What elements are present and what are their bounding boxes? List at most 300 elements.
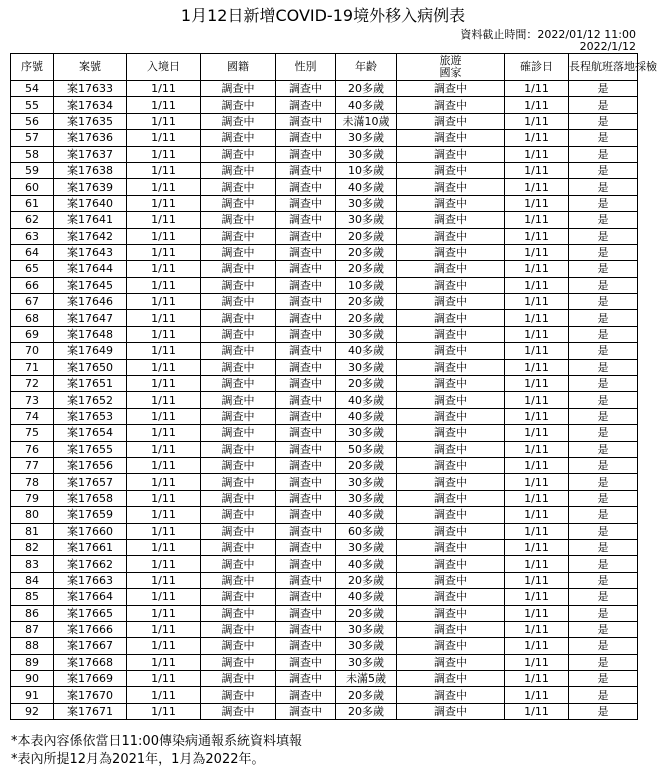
- table-row: [11, 146, 638, 162]
- cell-sex: 調查中: [276, 162, 336, 178]
- cell-entry-date: 1/11: [127, 359, 201, 375]
- cell-age: 未滿10歲: [336, 113, 397, 129]
- cell-sex: 調查中: [276, 228, 336, 244]
- cell-seq: 77: [11, 457, 54, 473]
- cell-nationality: 調查中: [201, 244, 276, 260]
- cell-nationality: 調查中: [201, 294, 276, 310]
- cell-nationality: 調查中: [201, 621, 276, 637]
- cell-sex: 調查中: [276, 261, 336, 277]
- cell-age: 30多歲: [336, 654, 397, 670]
- cell-entry-date: 1/11: [127, 343, 201, 359]
- cell-nationality: 調查中: [201, 638, 276, 654]
- cell-travel-country: 調查中: [397, 294, 505, 310]
- cell-entry-date: 1/11: [127, 425, 201, 441]
- cell-age: 40多歲: [336, 556, 397, 572]
- cell-sex: 調查中: [276, 605, 336, 621]
- cell-case-id: 案17666: [54, 621, 127, 637]
- table-row: [11, 703, 638, 719]
- cell-airport-test: 是: [569, 212, 638, 228]
- col-header-entry-date: 入境日: [127, 54, 201, 81]
- cell-airport-test: 是: [569, 261, 638, 277]
- cell-travel-country: 調查中: [397, 310, 505, 326]
- table-row: [11, 408, 638, 424]
- cell-age: 30多歲: [336, 490, 397, 506]
- cell-seq: 76: [11, 441, 54, 457]
- table-row: [11, 343, 638, 359]
- table-row: [11, 621, 638, 637]
- cell-diagnosis-date: 1/11: [505, 556, 569, 572]
- cell-seq: 57: [11, 130, 54, 146]
- cell-entry-date: 1/11: [127, 376, 201, 392]
- table-row: [11, 359, 638, 375]
- cell-nationality: 調查中: [201, 261, 276, 277]
- cell-diagnosis-date: 1/11: [505, 671, 569, 687]
- cell-airport-test: 是: [569, 294, 638, 310]
- cell-sex: 調查中: [276, 507, 336, 523]
- cell-seq: 55: [11, 97, 54, 113]
- table-row: [11, 425, 638, 441]
- data-cutoff-time: 資料截止時間：2022/01/12 11:00: [460, 28, 636, 41]
- cell-nationality: 調查中: [201, 572, 276, 588]
- cell-airport-test: 是: [569, 392, 638, 408]
- cell-entry-date: 1/11: [127, 654, 201, 670]
- cell-travel-country: 調查中: [397, 589, 505, 605]
- cell-age: 40多歲: [336, 408, 397, 424]
- cell-travel-country: 調查中: [397, 408, 505, 424]
- cell-case-id: 案17661: [54, 539, 127, 555]
- cell-entry-date: 1/11: [127, 261, 201, 277]
- cell-airport-test: 是: [569, 81, 638, 97]
- cell-diagnosis-date: 1/11: [505, 408, 569, 424]
- cell-age: 30多歲: [336, 130, 397, 146]
- cell-diagnosis-date: 1/11: [505, 244, 569, 260]
- cell-diagnosis-date: 1/11: [505, 523, 569, 539]
- cell-seq: 59: [11, 162, 54, 178]
- cell-travel-country: 調查中: [397, 130, 505, 146]
- cell-travel-country: 調查中: [397, 195, 505, 211]
- table-row: [11, 490, 638, 506]
- cell-airport-test: 是: [569, 523, 638, 539]
- cell-case-id: 案17633: [54, 81, 127, 97]
- cell-case-id: 案17647: [54, 310, 127, 326]
- cell-age: 40多歲: [336, 589, 397, 605]
- cell-nationality: 調查中: [201, 523, 276, 539]
- cell-seq: 80: [11, 507, 54, 523]
- cell-seq: 78: [11, 474, 54, 490]
- cell-diagnosis-date: 1/11: [505, 457, 569, 473]
- cell-travel-country: 調查中: [397, 97, 505, 113]
- cell-case-id: 案17665: [54, 605, 127, 621]
- cell-airport-test: 是: [569, 687, 638, 703]
- table-row: [11, 113, 638, 129]
- col-header-travel-country: 旅遊 國家: [397, 54, 505, 81]
- cell-sex: 調查中: [276, 556, 336, 572]
- cell-case-id: 案17641: [54, 212, 127, 228]
- cell-nationality: 調查中: [201, 212, 276, 228]
- cell-travel-country: 調查中: [397, 261, 505, 277]
- cell-airport-test: 是: [569, 474, 638, 490]
- cell-case-id: 案17638: [54, 162, 127, 178]
- cell-diagnosis-date: 1/11: [505, 359, 569, 375]
- cell-entry-date: 1/11: [127, 310, 201, 326]
- cell-age: 30多歲: [336, 621, 397, 637]
- table-row: [11, 654, 638, 670]
- cell-entry-date: 1/11: [127, 621, 201, 637]
- cell-sex: 調查中: [276, 490, 336, 506]
- cell-case-id: 案17636: [54, 130, 127, 146]
- cell-entry-date: 1/11: [127, 638, 201, 654]
- cell-travel-country: 調查中: [397, 244, 505, 260]
- table-row: [11, 162, 638, 178]
- cell-age: 10多歲: [336, 277, 397, 293]
- cell-entry-date: 1/11: [127, 556, 201, 572]
- table-header-row: [11, 54, 638, 81]
- cell-travel-country: 調查中: [397, 687, 505, 703]
- table-row: [11, 195, 638, 211]
- cell-case-id: 案17642: [54, 228, 127, 244]
- cell-seq: 69: [11, 326, 54, 342]
- cell-case-id: 案17650: [54, 359, 127, 375]
- cell-age: 40多歲: [336, 392, 397, 408]
- table-row: [11, 441, 638, 457]
- cell-entry-date: 1/11: [127, 507, 201, 523]
- cell-sex: 調查中: [276, 687, 336, 703]
- cell-nationality: 調查中: [201, 195, 276, 211]
- cell-sex: 調查中: [276, 310, 336, 326]
- cell-sex: 調查中: [276, 343, 336, 359]
- cell-nationality: 調查中: [201, 130, 276, 146]
- cell-travel-country: 調查中: [397, 277, 505, 293]
- cell-sex: 調查中: [276, 146, 336, 162]
- cell-diagnosis-date: 1/11: [505, 212, 569, 228]
- cell-entry-date: 1/11: [127, 162, 201, 178]
- cell-case-id: 案17663: [54, 572, 127, 588]
- cell-travel-country: 調查中: [397, 228, 505, 244]
- cell-diagnosis-date: 1/11: [505, 228, 569, 244]
- col-header-case-id: 案號: [54, 54, 127, 81]
- cell-travel-country: 調查中: [397, 326, 505, 342]
- cell-travel-country: 調查中: [397, 376, 505, 392]
- cell-airport-test: 是: [569, 162, 638, 178]
- cell-entry-date: 1/11: [127, 687, 201, 703]
- table-row: [11, 605, 638, 621]
- col-header-airport-test: 長程航班落地採檢: [569, 54, 638, 81]
- cell-entry-date: 1/11: [127, 671, 201, 687]
- cell-diagnosis-date: 1/11: [505, 539, 569, 555]
- cell-airport-test: 是: [569, 195, 638, 211]
- cell-sex: 調查中: [276, 81, 336, 97]
- cell-seq: 65: [11, 261, 54, 277]
- cell-nationality: 調查中: [201, 376, 276, 392]
- cell-airport-test: 是: [569, 359, 638, 375]
- cell-entry-date: 1/11: [127, 81, 201, 97]
- cell-age: 30多歲: [336, 425, 397, 441]
- cell-case-id: 案17649: [54, 343, 127, 359]
- cell-airport-test: 是: [569, 703, 638, 719]
- cell-airport-test: 是: [569, 589, 638, 605]
- cell-seq: 70: [11, 343, 54, 359]
- cell-entry-date: 1/11: [127, 539, 201, 555]
- cell-nationality: 調查中: [201, 457, 276, 473]
- cell-airport-test: 是: [569, 605, 638, 621]
- cell-travel-country: 調查中: [397, 113, 505, 129]
- cell-airport-test: 是: [569, 277, 638, 293]
- cell-nationality: 調查中: [201, 228, 276, 244]
- cell-age: 20多歲: [336, 81, 397, 97]
- cell-age: 30多歲: [336, 195, 397, 211]
- cell-diagnosis-date: 1/11: [505, 507, 569, 523]
- cell-age: 40多歲: [336, 179, 397, 195]
- cell-case-id: 案17644: [54, 261, 127, 277]
- cell-diagnosis-date: 1/11: [505, 97, 569, 113]
- cell-diagnosis-date: 1/11: [505, 703, 569, 719]
- cell-airport-test: 是: [569, 113, 638, 129]
- cell-case-id: 案17667: [54, 638, 127, 654]
- cell-nationality: 調查中: [201, 507, 276, 523]
- table-row: [11, 97, 638, 113]
- cell-diagnosis-date: 1/11: [505, 425, 569, 441]
- cell-sex: 調查中: [276, 294, 336, 310]
- cell-case-id: 案17648: [54, 326, 127, 342]
- cell-nationality: 調查中: [201, 392, 276, 408]
- cell-entry-date: 1/11: [127, 441, 201, 457]
- cell-entry-date: 1/11: [127, 490, 201, 506]
- cell-age: 20多歲: [336, 244, 397, 260]
- cell-diagnosis-date: 1/11: [505, 162, 569, 178]
- cell-travel-country: 調查中: [397, 523, 505, 539]
- cell-sex: 調查中: [276, 474, 336, 490]
- table-row: [11, 376, 638, 392]
- cell-sex: 調查中: [276, 195, 336, 211]
- cell-travel-country: 調查中: [397, 212, 505, 228]
- cell-airport-test: 是: [569, 572, 638, 588]
- cell-age: 20多歲: [336, 572, 397, 588]
- col-header-diagnosis-date: 確診日: [505, 54, 569, 81]
- cell-nationality: 調查中: [201, 162, 276, 178]
- cell-age: 30多歲: [336, 474, 397, 490]
- cell-sex: 調查中: [276, 523, 336, 539]
- cell-seq: 82: [11, 539, 54, 555]
- cell-nationality: 調查中: [201, 359, 276, 375]
- cell-nationality: 調查中: [201, 146, 276, 162]
- cell-airport-test: 是: [569, 638, 638, 654]
- cell-travel-country: 調查中: [397, 703, 505, 719]
- cell-sex: 調查中: [276, 572, 336, 588]
- cell-seq: 88: [11, 638, 54, 654]
- cell-entry-date: 1/11: [127, 703, 201, 719]
- footnote: *本表內容係依當日11:00傳染病通報系統資料填報: [11, 734, 302, 749]
- cell-sex: 調查中: [276, 277, 336, 293]
- cell-travel-country: 調查中: [397, 81, 505, 97]
- cell-airport-test: 是: [569, 310, 638, 326]
- cell-nationality: 調查中: [201, 556, 276, 572]
- cell-seq: 60: [11, 179, 54, 195]
- footnotes: [11, 733, 302, 769]
- cell-airport-test: 是: [569, 457, 638, 473]
- cell-diagnosis-date: 1/11: [505, 572, 569, 588]
- cell-age: 30多歲: [336, 212, 397, 228]
- cell-seq: 72: [11, 376, 54, 392]
- cell-seq: 67: [11, 294, 54, 310]
- cell-seq: 58: [11, 146, 54, 162]
- cell-travel-country: 調查中: [397, 474, 505, 490]
- cell-nationality: 調查中: [201, 441, 276, 457]
- cell-travel-country: 調查中: [397, 457, 505, 473]
- cell-diagnosis-date: 1/11: [505, 376, 569, 392]
- cell-sex: 調查中: [276, 457, 336, 473]
- table-row: [11, 326, 638, 342]
- cell-diagnosis-date: 1/11: [505, 654, 569, 670]
- cell-airport-test: 是: [569, 507, 638, 523]
- cell-sex: 調查中: [276, 392, 336, 408]
- cell-nationality: 調查中: [201, 310, 276, 326]
- cell-travel-country: 調查中: [397, 507, 505, 523]
- cell-nationality: 調查中: [201, 687, 276, 703]
- cell-seq: 56: [11, 113, 54, 129]
- cell-diagnosis-date: 1/11: [505, 310, 569, 326]
- cell-sex: 調查中: [276, 359, 336, 375]
- cell-travel-country: 調查中: [397, 343, 505, 359]
- cell-case-id: 案17651: [54, 376, 127, 392]
- footnote: *表內所提12月為2021年，1月為2022年。: [11, 752, 265, 767]
- cell-diagnosis-date: 1/11: [505, 392, 569, 408]
- cell-entry-date: 1/11: [127, 605, 201, 621]
- cell-age: 20多歲: [336, 228, 397, 244]
- cell-seq: 83: [11, 556, 54, 572]
- cell-nationality: 調查中: [201, 97, 276, 113]
- cell-nationality: 調查中: [201, 539, 276, 555]
- cell-sex: 調查中: [276, 589, 336, 605]
- cell-seq: 91: [11, 687, 54, 703]
- cell-nationality: 調查中: [201, 343, 276, 359]
- cell-travel-country: 調查中: [397, 425, 505, 441]
- cell-case-id: 案17645: [54, 277, 127, 293]
- table-row: [11, 310, 638, 326]
- cell-age: 40多歲: [336, 507, 397, 523]
- cell-airport-test: 是: [569, 671, 638, 687]
- cell-entry-date: 1/11: [127, 408, 201, 424]
- cell-seq: 61: [11, 195, 54, 211]
- cell-travel-country: 調查中: [397, 671, 505, 687]
- cell-entry-date: 1/11: [127, 294, 201, 310]
- cell-sex: 調查中: [276, 113, 336, 129]
- cell-nationality: 調查中: [201, 277, 276, 293]
- cell-sex: 調查中: [276, 621, 336, 637]
- table-row: [11, 507, 638, 523]
- table-body: [11, 81, 638, 720]
- cell-travel-country: 調查中: [397, 490, 505, 506]
- table-row: [11, 179, 638, 195]
- cell-airport-test: 是: [569, 539, 638, 555]
- cell-case-id: 案17652: [54, 392, 127, 408]
- cell-diagnosis-date: 1/11: [505, 638, 569, 654]
- cell-airport-test: 是: [569, 130, 638, 146]
- cell-entry-date: 1/11: [127, 572, 201, 588]
- cell-seq: 74: [11, 408, 54, 424]
- cell-case-id: 案17646: [54, 294, 127, 310]
- cell-seq: 85: [11, 589, 54, 605]
- cell-age: 20多歲: [336, 605, 397, 621]
- cell-travel-country: 調查中: [397, 638, 505, 654]
- cell-travel-country: 調查中: [397, 162, 505, 178]
- cell-travel-country: 調查中: [397, 556, 505, 572]
- cell-seq: 63: [11, 228, 54, 244]
- cell-age: 20多歲: [336, 687, 397, 703]
- cell-age: 30多歲: [336, 146, 397, 162]
- cell-entry-date: 1/11: [127, 195, 201, 211]
- cell-seq: 87: [11, 621, 54, 637]
- cell-age: 20多歲: [336, 294, 397, 310]
- cell-travel-country: 調查中: [397, 441, 505, 457]
- cell-nationality: 調查中: [201, 326, 276, 342]
- cell-case-id: 案17655: [54, 441, 127, 457]
- cell-sex: 調查中: [276, 97, 336, 113]
- cell-nationality: 調查中: [201, 490, 276, 506]
- cell-diagnosis-date: 1/11: [505, 146, 569, 162]
- cell-seq: 68: [11, 310, 54, 326]
- cell-case-id: 案17659: [54, 507, 127, 523]
- cell-diagnosis-date: 1/11: [505, 179, 569, 195]
- cell-age: 未滿5歲: [336, 671, 397, 687]
- cell-case-id: 案17634: [54, 97, 127, 113]
- cell-seq: 90: [11, 671, 54, 687]
- cell-case-id: 案17671: [54, 703, 127, 719]
- table-row: [11, 556, 638, 572]
- cell-case-id: 案17635: [54, 113, 127, 129]
- cell-age: 50多歲: [336, 441, 397, 457]
- cell-sex: 調查中: [276, 130, 336, 146]
- cell-entry-date: 1/11: [127, 130, 201, 146]
- table-row: [11, 474, 638, 490]
- cell-seq: 75: [11, 425, 54, 441]
- cell-age: 30多歲: [336, 359, 397, 375]
- cell-case-id: 案17656: [54, 457, 127, 473]
- cell-airport-test: 是: [569, 97, 638, 113]
- case-table: [10, 53, 657, 720]
- cell-airport-test: 是: [569, 621, 638, 637]
- cell-age: 20多歲: [336, 261, 397, 277]
- cell-sex: 調查中: [276, 425, 336, 441]
- table-row: [11, 277, 638, 293]
- cell-nationality: 調查中: [201, 113, 276, 129]
- cell-case-id: 案17668: [54, 654, 127, 670]
- cell-entry-date: 1/11: [127, 113, 201, 129]
- cell-nationality: 調查中: [201, 408, 276, 424]
- cell-nationality: 調查中: [201, 703, 276, 719]
- cell-nationality: 調查中: [201, 81, 276, 97]
- col-header-seq: 序號: [11, 54, 54, 81]
- cell-diagnosis-date: 1/11: [505, 474, 569, 490]
- cell-sex: 調查中: [276, 376, 336, 392]
- cell-case-id: 案17669: [54, 671, 127, 687]
- cell-sex: 調查中: [276, 654, 336, 670]
- cell-travel-country: 調查中: [397, 605, 505, 621]
- cell-diagnosis-date: 1/11: [505, 113, 569, 129]
- cell-seq: 81: [11, 523, 54, 539]
- cell-seq: 92: [11, 703, 54, 719]
- table-row: [11, 457, 638, 473]
- cell-diagnosis-date: 1/11: [505, 490, 569, 506]
- cell-travel-country: 調查中: [397, 359, 505, 375]
- col-header-age: 年齡: [336, 54, 397, 81]
- cell-sex: 調查中: [276, 408, 336, 424]
- cell-seq: 66: [11, 277, 54, 293]
- cell-entry-date: 1/11: [127, 244, 201, 260]
- cell-entry-date: 1/11: [127, 392, 201, 408]
- cell-entry-date: 1/11: [127, 97, 201, 113]
- cell-sex: 調查中: [276, 441, 336, 457]
- cell-diagnosis-date: 1/11: [505, 130, 569, 146]
